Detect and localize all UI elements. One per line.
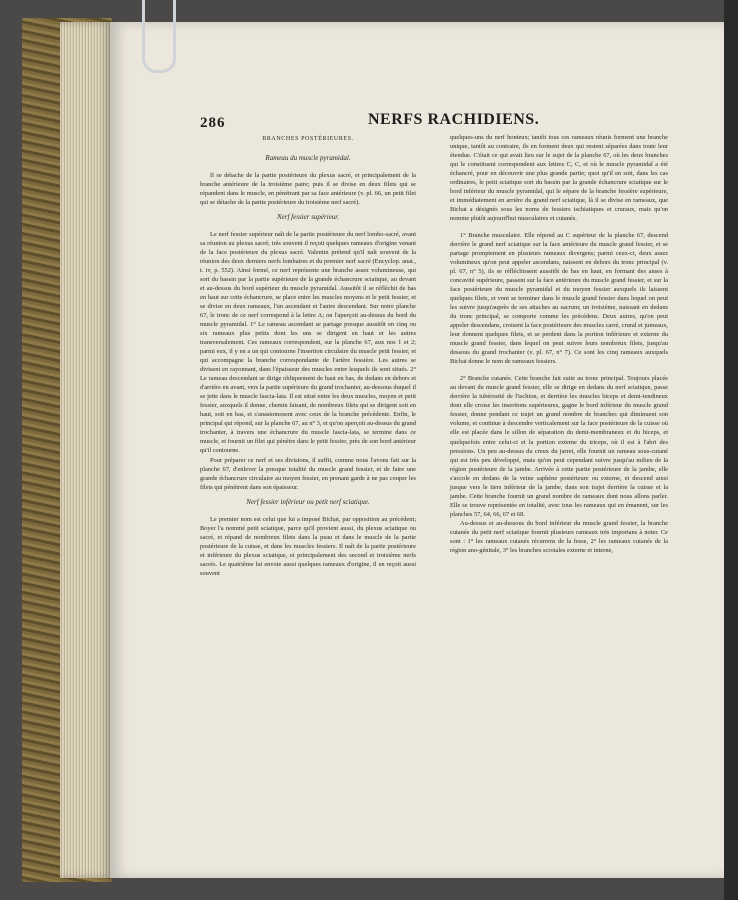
subheading-fessier-superieur: Nerf fessier supérieur. xyxy=(276,213,340,222)
paragraph: Au-dessus et au-dessous du bord inférieur du muscle grand fessier, la branche cutanée du petit nerf sciatique fournit plusieurs rameaux très importans à noter. Ce sont : 1° les rameaux cutanés récurrens de la fesse, 2° les rameaux cutanés de la région ano-génitale, 3° les branches scrotales externe et interne, xyxy=(450,519,668,554)
running-title: NERFS RACHIDIENS. xyxy=(368,111,540,128)
subheading-fessier-inferieur: Nerf fessier inférieur ou petit nerf sciatique. xyxy=(246,497,370,506)
paragraph: 1° Branche musculaire. Elle répond au C supérieur de la planche 67, descend derrière le grand nerf sciatique sur la face antérieure du muscle grand fessier, et se partage promptement en plusieurs rameaux divergens; parmi ceux-ci, deux assez volumineux qu'on peut appeler ascendans, naissent en dehors du tronc principal (v. pl. 67, n° 5), ils se réfléchissent aussitôt de bas en haut, en formant des anses à concavité supérieure, passent sur la face antérieure du muscle grand fessier, et sur la face postérieure du muscle pyramidal et du moyen fessier auxquels ils laissent quelques filets, et vont se terminer dans le muscle grand fessier dans lequel on peut les suivre jusqu'auprès de ses attaches au sacrum; un troisième, naissant en dedans du tronc principal, se comporte comme les précédens. Deux autres, qu'on peut appeler descendans, croisent la face postérieure des muscles carré, crural et jumeaux, leur donnent quelques filets, et se perdent dans la portion inférieure et externe du muscle grand fessier, dans lequel on peut suivre leurs nombreux filets, jusqu'au dessous du grand trochanter (v. pl. 67, n° 7). Ce sont les cinq rameaux auxquels Bichat donne le nom de rameaux fessiers. xyxy=(450,232,668,366)
page-number: 286 xyxy=(200,115,226,131)
paragraph: Il se détache de la partie postérieure du plexus sacré, et principalement de la branche antérieure de la troisième paire; puis il se divise en deux filets qui se répandent dans le muscle, en pénétrant par sa face antérieure (v. pl. 66, un petit filet qui se détache de la partie postérieure du troisième nerf sacré). xyxy=(200,172,416,207)
left-column xyxy=(200,133,416,578)
section-label: BRANCHES POSTÉRIEURES. xyxy=(262,136,354,142)
paragraph: Le premier nom est celui que lui a imposé Bichat, par opposition au précédent; Boyer l'a nommé petit sciatique, parce qu'il provient aussi, du plexus sciatique ou sacré, et répand de nombreux filets dans la peau et dans le muscle de la partie postérieure de la cuisse, et dans les muscles fessiers. Il naît de la partie postérieure et inférieure du plexus sciatique, et principalement des second et troisième nerfs sacrés. Le quatrième lui envoie aussi quelques rameaux d'origine, il en reçoit aussi souvent xyxy=(200,515,416,577)
right-column xyxy=(450,133,668,555)
page-stack-edges xyxy=(60,22,112,878)
paragraph: Le nerf fessier supérieur naît de la partie postérieure du nerf lombo-sacré, avant sa réunion au plexus sacré; très souvent il reçoit quelques rameaux d'origine venant de la face postérieure du plexus sacré. Valentin prétend qu'il naît souvent de la réunion des deux derniers nerfs lombaires et du premier nerf sacré (Encyclop. anat., t. iv, p. 552). Ainsi formé, ce nerf représente une branche assez volumineuse, qui sort du bassin par la partie supérieure de la grande échancrure sciatique, au devant et au-dessus du bord supérieur du muscle pyramidal. Aussitôt il se réfléchit de bas en haut sur cette échancrure, se place entre les muscles moyens et le petit fessier, et se divise en deux rameaux, l'un ascendant et l'autre descendant. Sur notre planche 67, le tronc de ce nerf correspond à la lettre A; on l'aperçoit au-dessus du bord du muscle pyramidal. 1° Le rameau ascendant se partage presque aussitôt en cinq ou six rameaux plus petits dont les uns se dirigent en haut et les autres transversalement. Ces rameaux correspondent, sur la planche 67, aux nos 1 et 2; parmi eux, il y en a un qui contourne l'insertion circulaire du muscle petit fessier, et qui accompagne la branche correspondante de l'artère fessière. Les autres se divisent en rayonnant, dans l'épaisseur des muscles entre lesquels ils sont situés. 2° Le rameau descendant se dirige obliquement de haut en bas, de dedans en dehors et d'arrière en avant, vers la partie supérieure du grand trochanter, au-dessous duquel il se jette dans le muscle fascia-lata. Il est situé entre les deux muscles, moyen et petit fessier, auxquels il donne, chemin faisant, de nombreux filets qui se dirigent soit en haut, soit en bas, et s'anastomosent avec ceux de la branche précédente. Enfin, le principal qui répond, sur la planche 67, au n° 3, et qu'on aperçoit au-dessus du grand trochanter, à travers une échancrure du muscle fascia-lata, se termine dans ce muscle, et fournit un filet qui pénètre dans le petit fessier, près de son bord antérieur qu'il contourne. xyxy=(200,231,416,455)
subheading-pyramidal: Rameau du muscle pyramidal. xyxy=(265,154,351,163)
scan-border xyxy=(724,0,738,900)
paragraph: 2° Branche cutanée. Cette branche fait suite au tronc principal. Toujours placée au devant du muscle grand fessier, elle se dirige en dedans du nerf sciatique, passe derrière la tubérosité de l'ischion, et derrière les muscles biceps et demi-tendineux dont elle croise les insertions supérieures, gagne le bord inférieur du muscle grand fessier, donne pendant ce trajet un grand nombre de branches qui diminuent son volume, et continue à descendre verticalement sur la face postérieure de la cuisse où elle est placée dans le sillon de séparation du demi-membraneux et du biceps, et quelquefois entre celui-ci et la portion externe du triceps, où il est à l'abri des pressions. Un peu au-dessus du creux du jarret, elle fournit un rameau sous-cutané qui est très peu développé, mais qu'on peut cependant suivre jusqu'au milieu de la région postérieure de la jambe. Arrivée à cette partie postérieure de la jambe, elle s'accole en dedans de la veine saphène postérieure ou externe, et descend ainsi jusque vers le tiers inférieur de la jambe, dans son trajet derrière la cuisse et la jambe. Cette branche fournit un grand nombre de rameaux dont nous allons parler. Elle se trouve représentée en totalité, avec tous les rameaux qui en émanent, sur les planches 57, 64, 66, 67 et 68. xyxy=(450,375,668,518)
paper-clip-icon xyxy=(142,0,176,73)
paragraph: Pour préparer ce nerf et ses divisions, il suffit, comme nous l'avons fait sur la planche 67, d'enlever la presque totalité du muscle grand fessier, et de faire une grande échancrure circulaire au moyen fessier, en prenant garde à ne pas couper les filets qui pénètrent dans son épaisseur. xyxy=(200,456,416,491)
paragraph: quelques-uns du nerf honteux; tantôt tous ces rameaux réunis forment une branche unique, tantôt au contraire, ils en forment deux qui restent séparées dans toute leur étendue. C'était ce qui avait lieu sur le sujet de la planche 67, où les deux branches qui le constituent correspondent aux lettres C, C, et où le muscle pyramidal a été échancré, pour en découvrir une plus grande partie; quoi qu'il en soit, dans les cas ordinaires, le petit sciatique sort du bassin par la grande échancrure sciatique sur le bord inférieur du muscle pyramidal, qui le sépare de la branche fessière supérieure, et immédiatement en arrière du grand nerf sciatique, là il se divise en rameaux, que Bichat a désignés sous les noms de fessiers ischiatiques et cruraux, mais qu'on nomme plutôt aujourd'hui musculaires et cutanés. xyxy=(450,134,668,223)
